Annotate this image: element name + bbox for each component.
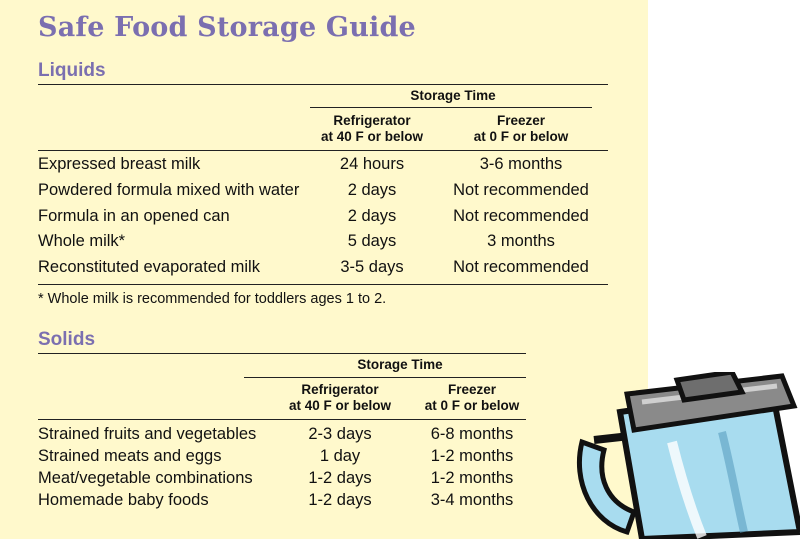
solids-row-item: Meat/vegetable combinations xyxy=(38,469,253,487)
liquids-row-item: Reconstituted evaporated milk xyxy=(38,258,260,276)
solids-fridge-header xyxy=(278,382,402,414)
liquids-fridge-header-line2: at 40 F or below xyxy=(320,129,424,144)
solids-row-freezer: 6-8 months xyxy=(430,425,514,443)
liquids-footnote: * Whole milk is recommended for toddlers ages 1 to 2. xyxy=(38,291,387,307)
solids-header-rule xyxy=(244,377,526,378)
solids-top-rule xyxy=(38,353,526,354)
liquids-row-item: Expressed breast milk xyxy=(38,155,201,173)
liquids-row-freezer: Not recommended xyxy=(453,207,589,225)
solids-row-item: Homemade baby foods xyxy=(38,491,209,509)
solids-row-freezer: 1-2 months xyxy=(430,469,514,487)
solids-fridge-header-line1: Refrigerator xyxy=(301,382,379,397)
solids-freezer-header xyxy=(410,382,534,414)
solids-fridge-header-line2: at 40 F or below xyxy=(288,398,392,413)
liquids-storage-time-header: Storage Time xyxy=(410,88,496,103)
liquids-header-bottom-rule xyxy=(38,150,608,151)
solids-header-bottom-rule xyxy=(38,419,526,420)
solids-row-fridge: 1-2 days xyxy=(308,469,372,487)
liquids-heading: Liquids xyxy=(38,60,106,81)
solids-row-fridge: 1-2 days xyxy=(308,491,372,509)
liquids-row-freezer: 3 months xyxy=(487,232,555,250)
solids-heading: Solids xyxy=(38,329,96,350)
liquids-freezer-header xyxy=(450,113,592,145)
liquids-row-fridge: 3-5 days xyxy=(340,258,404,276)
solids-row-item: Strained fruits and vegetables xyxy=(38,425,257,443)
liquids-fridge-header-line1: Refrigerator xyxy=(333,113,411,128)
liquids-row-freezer: Not recommended xyxy=(453,181,589,199)
liquids-fridge-header xyxy=(310,113,434,145)
liquids-freezer-header-line1: Freezer xyxy=(496,113,546,128)
liquids-row-fridge: 5 days xyxy=(347,232,397,250)
solids-row-item: Strained meats and eggs xyxy=(38,447,222,465)
liquids-row-freezer: Not recommended xyxy=(453,258,589,276)
canister-icon xyxy=(572,372,800,539)
solids-freezer-header-line2: at 0 F or below xyxy=(424,398,520,413)
liquids-row-item: Whole milk* xyxy=(38,232,126,250)
liquids-header-rule xyxy=(310,107,592,108)
liquids-row-freezer: 3-6 months xyxy=(479,155,563,173)
solids-row-freezer: 1-2 months xyxy=(430,447,514,465)
liquids-row-fridge: 2 days xyxy=(347,181,397,199)
liquids-row-fridge: 2 days xyxy=(347,207,397,225)
liquids-row-item: Powdered formula mixed with water xyxy=(38,181,300,199)
solids-row-freezer: 3-4 months xyxy=(430,491,514,509)
liquids-bottom-rule xyxy=(38,284,608,285)
page-title: Safe Food Storage Guide xyxy=(38,12,416,43)
solids-freezer-header-line1: Freezer xyxy=(447,382,497,397)
solids-row-fridge: 1 day xyxy=(319,447,361,465)
liquids-freezer-header-line2: at 0 F or below xyxy=(473,129,569,144)
solids-storage-time-header: Storage Time xyxy=(357,357,443,372)
liquids-row-fridge: 24 hours xyxy=(339,155,405,173)
liquids-row-item: Formula in an opened can xyxy=(38,207,230,225)
liquids-top-rule xyxy=(38,84,608,85)
solids-row-fridge: 2-3 days xyxy=(308,425,372,443)
